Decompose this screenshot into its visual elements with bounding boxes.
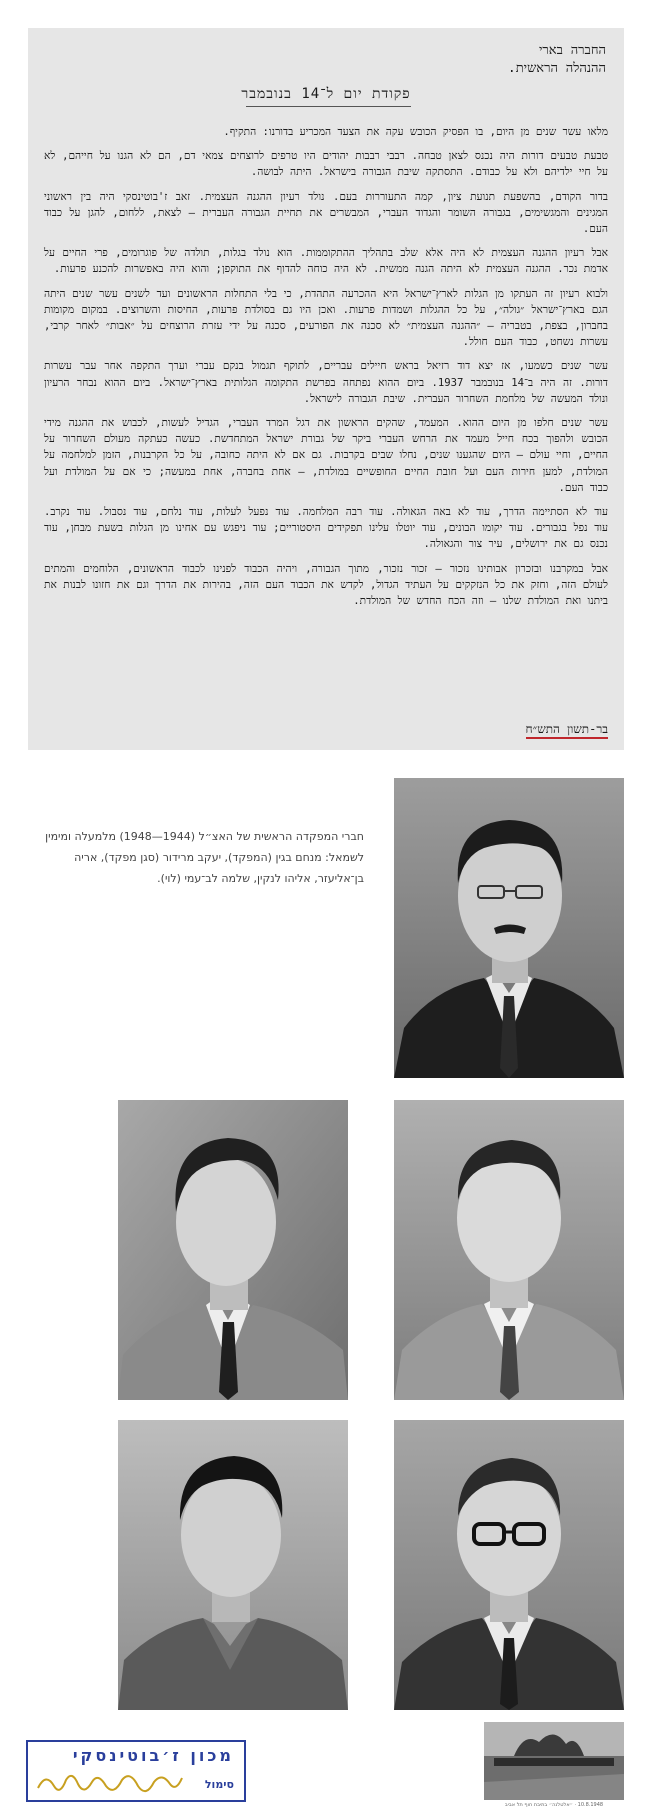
stamp-handwritten-signature bbox=[34, 1768, 184, 1800]
document-body bbox=[44, 124, 608, 617]
document-signature: בר-תשון התש״ח bbox=[526, 722, 608, 739]
paragraph-7: עשר שנים חלפו מן היום ההוא. המעמד, שהקים הראשון את דגל המרד העברי, הגדיל לעשות, לכבוש את ההגנה מידי הכובש ולהפוך בכח חייל מעמד את הרחש העברי ביקר של גבורת ישראל המתחדשת. כעשה כעתקה מעולם השחרור על החיים, וחיי עולם — היום שהגענו שנים, נחלו שבים בקרבות. גם אם לא היתה כחובה, על כל הקרבנות, הזמן למלחמה על המולדת, למען חירות העם ועל חובת החיים החופשיים במולדת, — אחת בחברה, אחת במעשה; כי אם על המולדת ועל כבוד העם. bbox=[44, 417, 608, 494]
paragraph-5: ולבוא רעיון זה העתקו מן הגלות לארץ־ישראל היא ההכרעה התהדת, כי בלי התחלות הראשונים ועד לשנים עשר שנים היתה הגם בארץ־ישראל ״גולה״, על כל ההגלות ושמדות פרעות. ואכן היו גם בסולדת פרעות, החיסות והשרוצים. במקום מקומות בחברון, בצפת, בטבריה — ״ההגנה העצמית״ לא סכנה את הפורעים, סכנה על ידי עזרת הרוצחים על ״אבות״ לאחר קרבי, עשרות נשחט, כבוד העם חולל. bbox=[44, 287, 608, 349]
document-title: פקודת יום ל־14 בנובמבר bbox=[241, 86, 411, 102]
photo-caption: חברי המפקדה הראשית של האצ״ל (1944—1948) מלמעלה ומימין לשמאל: מנחם בגין (המפקד), יעקב מרידור (סגן מפקד), אריה בן־אליעזר, אליהו לנקין, שלמה לב־עמי (לוי). bbox=[45, 830, 364, 885]
paragraph-2: טבעת טבעים דורות היה נכנס לצאן טבחה. רבבי רבבות יהודים היו טרפים לרוצחים צמאי דם, הם לא הגנו על חייהם, לא על חיי ילדיהם ולא על כבודם. התסתקה שיבת הגבורה בישראל. היתה לבושה. bbox=[44, 150, 608, 179]
order-of-the-day-document bbox=[28, 28, 624, 750]
org-line-2: ההנהלה הראשית. bbox=[507, 61, 606, 76]
paragraph-1: מלאו עשר שנים מן היום, בו הפסיק הכובש עקה את הצעד המכריע בדורנו: התקיף. bbox=[223, 126, 608, 138]
paragraph-9: אבל במקרבנו ובזכרון אבותינו נזכור — זכור נזכור, מתוך הגבורה, ויהיה הכבוד לפנינו לכבוד הראשונים, הלוחמים והמתים לעולם הזה, וחזק את כל הנזקקים על העתיד הגדול, לקדש את הכבוד העם הזה, בהירות את הדרך וגם את חזונו לבנות את ביתנו ואת המולדת שלנו — וזה הכח החדש של המולדת. bbox=[44, 562, 609, 608]
archive-stamp bbox=[26, 1740, 246, 1802]
org-line-1: החברה בארי bbox=[539, 43, 606, 58]
stamp-institute-name: מכון ז׳בוטינסקי bbox=[72, 1746, 234, 1765]
portrait-bottom-left bbox=[118, 1420, 348, 1710]
portrait-top-right bbox=[394, 778, 624, 1078]
organization-header bbox=[508, 42, 606, 78]
paragraph-3: בדור הקודם, בהשפעת תנועת ציון, קמה התעוררות בעם. נולד רעיון ההגנה העצמית. זאב ז'בוטינסקי היה בין ראשוני המגינים והמגשימים, בגבורה השומר והגדוד העברי, המבשרים את תחיית הגבורה העברית — לצאת, ללחום, להגן על כבוד העם. bbox=[44, 190, 608, 236]
ship-photo-caption: 10.8.1948 · ״אלטלנה״ בתיבת חוף תל אביב bbox=[504, 1802, 604, 1808]
portrait-middle-left bbox=[118, 1100, 348, 1400]
portrait-bottom-right bbox=[394, 1420, 624, 1710]
title-underline bbox=[246, 106, 411, 107]
paragraph-4: אבל רעיון ההגנה העצמית לא היה אלא שלב בתהליך ההתקוממות. הוא נולד בגלות, תולדה של פוגרומים, פרי החיים על אדמת נכר. ההגנה העצמית לא היתה הגנה ממשית. לא היה כוחה להדוף את התוקפן; והוא היה באפשרות להכנע פרעות. bbox=[44, 247, 608, 276]
paragraph-6: עשר שנים כשמעו, אז יצא דוד רזיאל בראש חיילים עבריים, לתוקף תגמול בנקם עברי וערך התקפה אחר עבר עשרות דורות. זה היה ב־14 בנובמבר 1937. ביום ההוא נפתחה בפרשת התקומה הגלותית בארץ־ישראל. ביום ההוא נבחר הרעיון ונולד המעשה של מלחמת השחרור העברית. שיבת הגבורה לישראל. bbox=[44, 360, 608, 405]
paragraph-8: עוד לא הסתיימה הדרך, עוד לא באה הגאולה. עוד רבה המלחמה. עוד נפעל לעלות, עוד נלחם, עוד נסבול. עוד נקרב. עוד נפל בגבורים. עוד יקומו הבונים, עוד יוטלו עלינו תפקידים היסטוריים; עוד ניפגש עם אחינו מן הגלות בשעת מבחן, עוד נכנס גם את ירושלים, עיר צור והגאולה. bbox=[44, 506, 608, 551]
ship-photo bbox=[484, 1722, 624, 1800]
portrait-middle-right bbox=[394, 1100, 624, 1400]
stamp-symbol-label: סימול bbox=[204, 1778, 234, 1791]
